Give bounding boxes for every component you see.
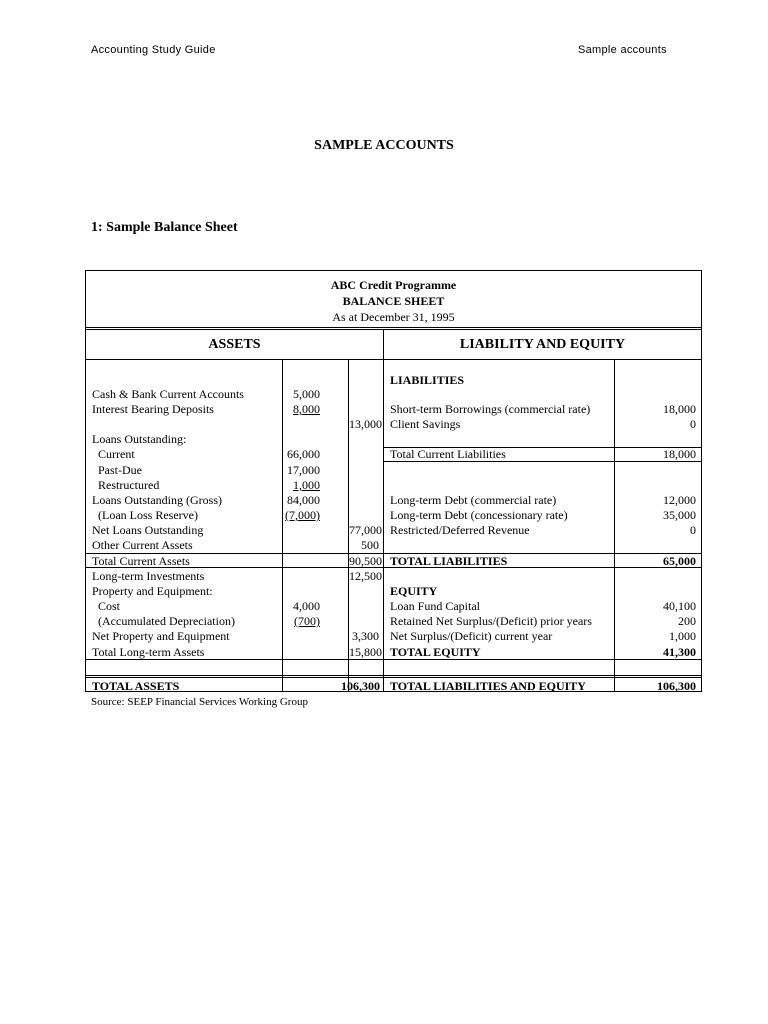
equity-value: 200 (678, 614, 696, 628)
rule (86, 359, 383, 360)
liability-value: 18,000 (663, 447, 696, 461)
asset-subtotal: 500 (361, 538, 379, 552)
running-header-left: Accounting Study Guide (91, 44, 216, 56)
total-liabilities-equity-value: 106,300 (657, 679, 696, 693)
total-liabilities-label: TOTAL LIABILITIES (390, 554, 508, 568)
asset-amount: 84,000 (287, 493, 320, 507)
liabilities-subheading: LIABILITIES (390, 373, 465, 387)
asset-label: Other Current Assets (92, 538, 193, 552)
column-divider (383, 329, 384, 691)
rule (86, 675, 701, 676)
asset-label: (Accumulated Depreciation) (98, 614, 235, 628)
asset-label: Total Long-term Assets (92, 645, 205, 659)
asset-subtotal: 13,000 (349, 417, 382, 431)
liability-label: Total Current Liabilities (390, 447, 506, 461)
asset-subtotal: 77,000 (349, 523, 382, 537)
asset-label: Cost (98, 599, 121, 613)
rule (86, 329, 701, 330)
total-assets-label: TOTAL ASSETS (92, 679, 180, 693)
asset-label: Interest Bearing Deposits (92, 402, 214, 416)
liability-value: 0 (690, 417, 696, 431)
total-liabilities-equity-label: TOTAL LIABILITIES AND EQUITY (390, 679, 586, 693)
rule (384, 359, 701, 360)
equity-value: 1,000 (669, 629, 696, 643)
asset-amount: 4,000 (293, 599, 320, 613)
asset-subtotal: 90,500 (349, 554, 382, 568)
liability-value: 18,000 (663, 402, 696, 416)
asset-subtotal: 3,300 (352, 629, 379, 643)
asset-label: Past-Due (98, 463, 142, 477)
rule (86, 659, 701, 660)
section-title: 1: Sample Balance Sheet (91, 220, 238, 235)
liability-label: Short-term Borrowings (commercial rate) (390, 402, 591, 416)
asset-label: Current (98, 447, 135, 461)
equity-subheading: EQUITY (390, 584, 438, 598)
asset-label: (Loan Loss Reserve) (98, 508, 198, 522)
rule (86, 677, 701, 678)
liability-label: Long-term Debt (commercial rate) (390, 493, 557, 507)
rule (86, 327, 701, 328)
liabilities-equity-heading: LIABILITY AND EQUITY (459, 337, 626, 352)
asset-amount: 1,000 (293, 478, 320, 492)
liability-label: Client Savings (390, 417, 461, 431)
running-header-right: Sample accounts (578, 44, 667, 56)
asset-label: Loans Outstanding (Gross) (92, 493, 222, 507)
asset-amount: 66,000 (287, 447, 320, 461)
equity-value: 40,100 (663, 599, 696, 613)
equity-label: Net Surplus/(Deficit) current year (390, 629, 553, 643)
asset-label: Total Current Assets (92, 554, 190, 568)
asset-label: Property and Equipment: (92, 584, 213, 598)
source-note: Source: SEEP Financial Services Working Group (91, 696, 308, 708)
total-assets-value: 106,300 (341, 679, 380, 693)
total-equity-label: TOTAL EQUITY (390, 645, 481, 659)
asset-amount: (7,000) (285, 508, 320, 522)
asset-amount: (700) (294, 614, 320, 628)
liability-label: Restricted/Deferred Revenue (390, 523, 530, 537)
asset-label: Restructured (98, 478, 160, 492)
column-divider (282, 359, 283, 691)
equity-label: Retained Net Surplus/(Deficit) prior years (390, 614, 592, 628)
liability-value: 35,000 (663, 508, 696, 522)
asset-label: Net Loans Outstanding (92, 523, 204, 537)
liability-value: 0 (690, 523, 696, 537)
sheet-title: BALANCE SHEET (342, 294, 445, 308)
asset-subtotal: 12,500 (349, 569, 382, 583)
equity-label: Loan Fund Capital (390, 599, 480, 613)
asset-label: Long-term Investments (92, 569, 205, 583)
asset-amount: 17,000 (287, 463, 320, 477)
asset-label: Net Property and Equipment (92, 629, 230, 643)
balance-sheet-table (85, 270, 702, 692)
asset-label: Loans Outstanding: (92, 432, 187, 446)
total-liabilities-value: 65,000 (663, 554, 696, 568)
sheet-date: As at December 31, 1995 (332, 310, 455, 324)
org-name: ABC Credit Programme (330, 278, 457, 292)
rule (384, 461, 701, 462)
assets-heading: ASSETS (208, 337, 261, 352)
liability-value: 12,000 (663, 493, 696, 507)
asset-amount: 5,000 (293, 387, 320, 401)
asset-label: Cash & Bank Current Accounts (92, 387, 244, 401)
total-equity-value: 41,300 (663, 645, 696, 659)
liability-label: Long-term Debt (concessionary rate) (390, 508, 568, 522)
asset-amount: 8,000 (293, 402, 320, 416)
asset-subtotal: 15,800 (349, 645, 382, 659)
document-title: SAMPLE ACCOUNTS (314, 138, 454, 153)
column-divider (614, 359, 615, 691)
